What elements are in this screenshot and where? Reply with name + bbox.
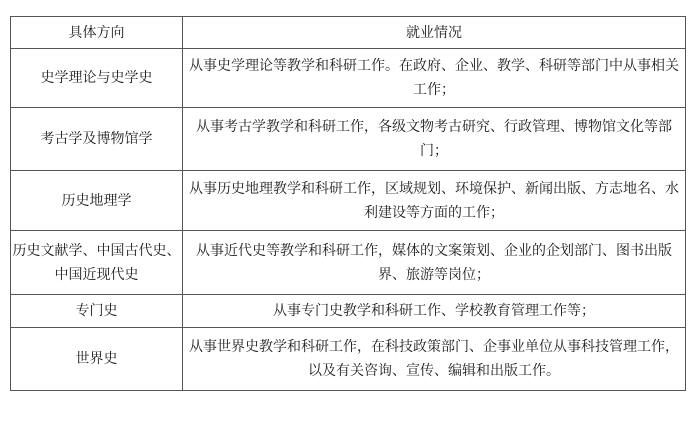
direction-cell: 史学理论与史学史 (11, 49, 183, 108)
table-header-row (11, 17, 686, 49)
direction-cell: 历史文献学、中国古代史、中国近现代史 (11, 231, 183, 295)
employment-text: 从事史学理论等教学和科研工作。在政府、企业、教学、科研等部门中从事相关工作； (189, 58, 679, 98)
career-table (10, 16, 686, 391)
table-row (11, 171, 686, 231)
header-employment: 就业情况 (183, 17, 686, 49)
employment-text: 从事历史地理教学和科研工作，区域规划、环境保护、新闻出版、方志地名、水利建设等方面的工作； (189, 180, 679, 221)
direction-cell: 考古学及博物馆学 (11, 108, 183, 171)
employment-cell (183, 295, 686, 328)
direction-cell: 世界史 (11, 328, 183, 391)
direction-cell: 专门史 (11, 295, 183, 328)
employment-cell (183, 231, 686, 295)
employment-cell (183, 328, 686, 391)
header-direction: 具体方向 (11, 17, 183, 49)
table-row (11, 295, 686, 328)
employment-cell (183, 171, 686, 231)
direction-cell: 历史地理学 (11, 171, 183, 231)
table-row (11, 231, 686, 295)
employment-text: 从事近代史等教学和科研工作，媒体的文案策划、企业的企划部门、图书出版界、旅游等岗位； (196, 242, 672, 283)
employment-cell (183, 49, 686, 108)
table-row (11, 328, 686, 391)
employment-text: 从事考古学教学和科研工作，各级文物考古研究、行政管理、博物馆文化等部门； (196, 119, 672, 159)
table-row (11, 49, 686, 108)
employment-cell (183, 108, 686, 171)
employment-text: 从事世界史教学和科研工作，在科技政策部门、企事业单位从事科技管理工作，以及有关咨询、宣传、编辑和出版工作。 (189, 339, 679, 379)
employment-text: 从事专门史教学和科研工作、学校教育管理工作等； (273, 303, 595, 319)
table-row (11, 108, 686, 171)
